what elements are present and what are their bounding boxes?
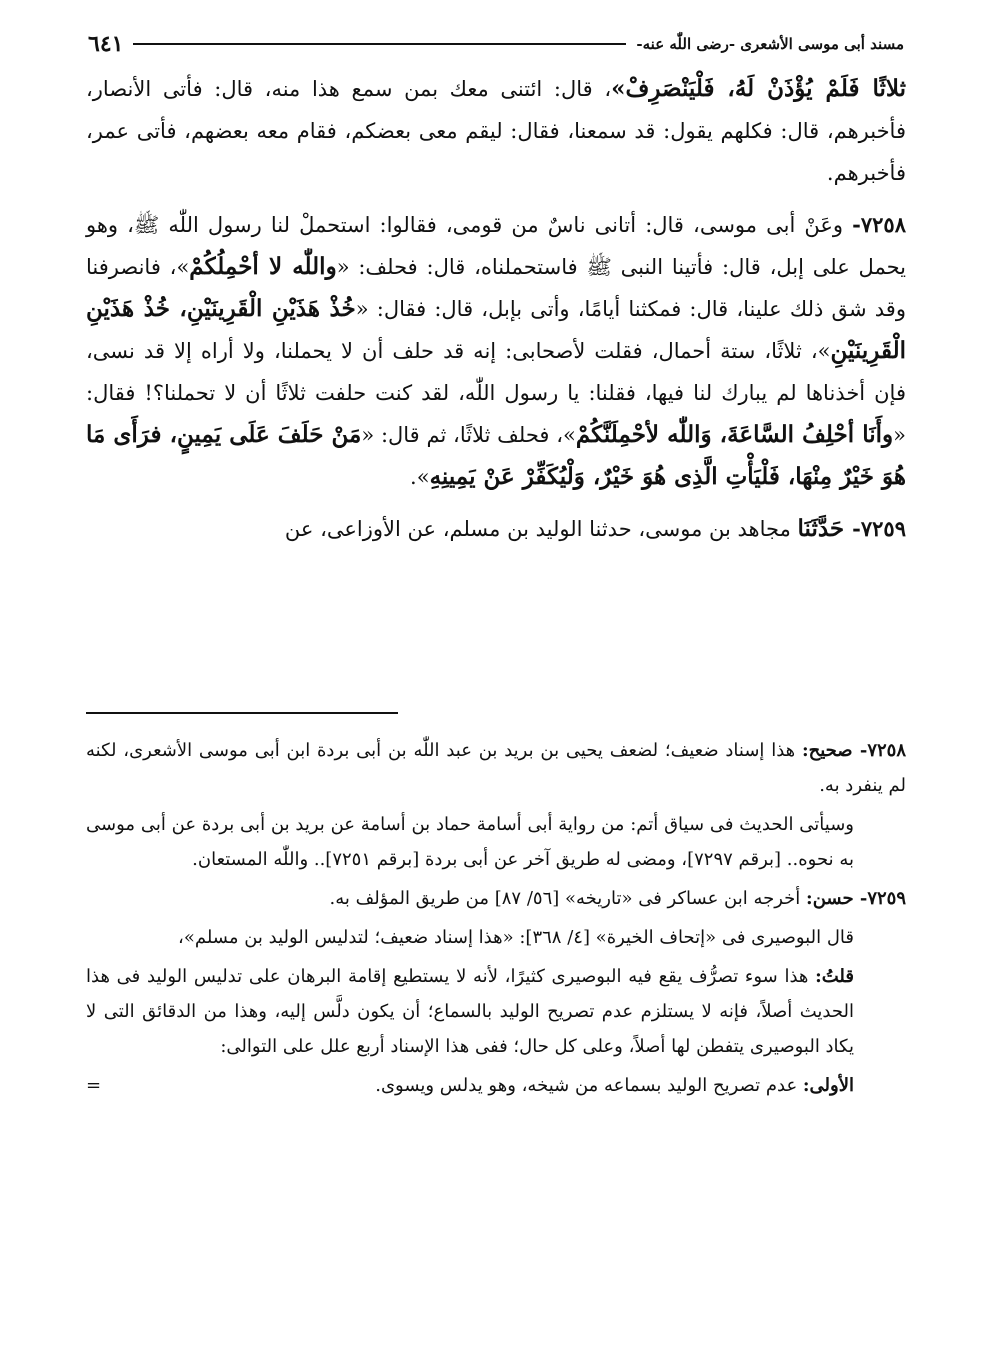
prophetic-quote: مَنْ حَلَفَ عَلَى يَمِينٍ، فرَأَى مَا هُوَ خَيْرٌ مِنْهَا، فَلْيَأْتِ الَّذِى هُوَ خَيْرٌ، وَلْيُكَفِّرْ عَنْ يَمِينِهِ bbox=[86, 421, 906, 490]
paragraph-text: وعَنْ أبى موسى، قال: أتانى ناسٌ من قومى، فقالوا: استحملْ لنا رسول اللّٰه ﷺ، وهو يحمل على إبل، قال: فأتينا النبى ﷺ فاستحملناه، قال: فحلف: « bbox=[86, 213, 906, 279]
prophetic-quote: واللّٰه لا أحْمِلُكُمْ bbox=[189, 253, 337, 280]
paragraph-text: »، فانصرفنا وقد شق ذلك علينا، قال: فمكثنا أيامًا، وأتى بإبل، قال: فقال: « bbox=[86, 255, 906, 321]
narration-verb: حَدَّثَنَا bbox=[797, 515, 853, 542]
footnote-comment bbox=[86, 959, 906, 1064]
prophetic-quote: وأَنَا أحْلِفُ السَّاعَةَ، وَاللّٰه لأحْمِلَنَّكُمْ bbox=[575, 421, 894, 448]
continuation-mark: = bbox=[86, 1075, 102, 1096]
footnote-text: أخرجه ابن عساكر فى «تاريخه» [٥٦/ ٨٧] من طريق المؤلف به. bbox=[329, 888, 807, 909]
paragraph-text: »، فحلف ثلاثًا، ثم قال: « bbox=[361, 423, 576, 447]
footnote-text: عدم تصريح الوليد بسماعه من شيخه، وهو يدلس ويسوى. bbox=[375, 1075, 803, 1096]
running-title: مسند أبى موسى الأشعرى -رضى اللّٰه عنه- bbox=[636, 35, 904, 53]
hadith-7258 bbox=[86, 204, 906, 498]
paragraph-text: ». bbox=[410, 465, 430, 489]
footnote-head: ٧٢٥٨- صحيح: bbox=[801, 740, 906, 761]
prophetic-quote: خُذْ هَذَيْنِ الْقَرِينَيْنِ، خُذْ هَذَيْنِ الْقَرِينَيْنِ bbox=[86, 295, 906, 364]
footnote-separator bbox=[86, 712, 398, 714]
footnote-text: قال البوصيرى فى «إتحاف الخيرة» [٤/ ٣٦٨]: «هذا إسناد ضعيف؛ لتدليس الوليد بن مسلم»، bbox=[178, 927, 854, 948]
hadith-number: ٧٢٥٩- bbox=[852, 516, 906, 541]
footnote-text: هذا سوء تصرُّف يقع فيه البوصيرى كثيرًا، لأنه لا يستطيع إقامة البرهان على تدليس الوليد فى هذا الحديث أصلاً، فإنه لا يستلزم عدم تصريح الوليد بالسماع؛ أن يكون دلَّس إليه، وهذا من الدقائق التى لا يكاد البوصيرى يتفطن لها أصلاً، وعلى كل حال؛ ففى هذا الإسناد أربع علل على التوالى: bbox=[86, 966, 854, 1057]
main-text bbox=[86, 68, 906, 560]
footnote-head: ٧٢٥٩- حسن: bbox=[806, 888, 906, 909]
footnote-head: الأولى: bbox=[802, 1075, 854, 1096]
paragraph-text: »، ثلاثًا، ستة أحمال، فقلت لأصحابى: إنه قد حلف أن لا يحملنا، ولا أراه إلا قد نسى، فإن أخذناها لم يبارك لنا فيها، فقلنا: يا رسول اللّٰه، لقد كنت حلفت ثلاثًا أن لا تحملنا؟! فقال: « bbox=[86, 339, 907, 447]
footnotes bbox=[86, 733, 906, 1107]
footnote-head: قلتُ: bbox=[815, 966, 854, 987]
hadith-number: ٧٢٥٨- bbox=[852, 212, 906, 237]
page-header bbox=[88, 24, 904, 64]
page-number: ٦٤١ bbox=[88, 31, 124, 57]
footnote-text: هذا إسناد ضعيف؛ لضعف يحيى بن بريد بن عبد اللّٰه بن أبى بردة ابن أبى موسى الأشعرى، لكنه لم ينفرد به. bbox=[86, 740, 906, 796]
header-rule bbox=[133, 43, 626, 45]
prophetic-quote: ثلاثًا فَلَمْ يُؤْذَنْ لَهُ، فَلْيَنْصَرِفْ» bbox=[611, 75, 906, 102]
footnote-7259 bbox=[86, 881, 906, 916]
footnote-line bbox=[375, 1068, 854, 1103]
footnote-text: وسيأتى الحديث فى سياق أتم: من رواية أبى أسامة حماد بن أسامة عن بريد بن أبى بردة عن أبى موسى به نحوه.. [برقم ٧٢٩٧]، ومضى له طريق آخر عن أبى بردة [برقم ٧٢٥١].. واللّٰه المستعان. bbox=[86, 814, 854, 870]
paragraph-text: مجاهد بن موسى، حدثنا الوليد بن مسلم، عن الأوزاعى، عن bbox=[284, 517, 798, 541]
footnote-7258 bbox=[86, 733, 906, 803]
hadith-7259 bbox=[86, 508, 906, 550]
paragraph-text: ، قال: ائتنى معك بمن سمع هذا منه، قال: فأتى الأنصار، فأخبرهم، قال: فكلهم يقول: قد سمعنا، فقال: ليقم معى بعضكم، فقام معه بعضهم، فأتى عمر، فأخبرهم. bbox=[86, 77, 906, 185]
footnote-first-defect bbox=[86, 1068, 906, 1103]
paragraph-continuation bbox=[86, 68, 906, 194]
